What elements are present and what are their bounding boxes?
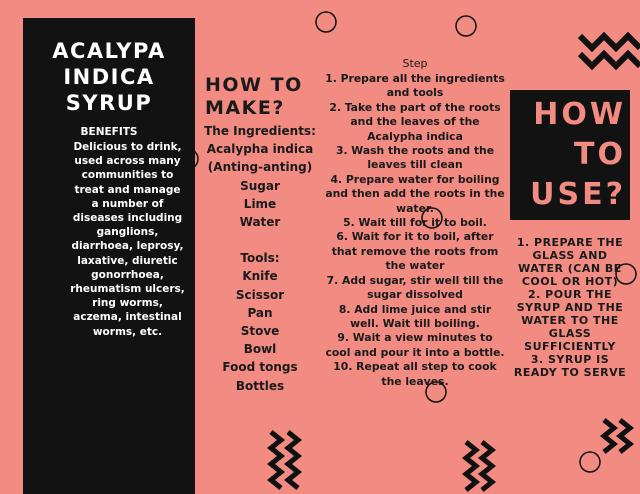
benefits-heading: BENEFITS: [80, 126, 138, 138]
zigzag-decoration: [466, 442, 476, 490]
steps-list: [325, 72, 505, 389]
brochure-title: [23, 38, 195, 116]
heading-line: MAKE?: [205, 97, 285, 119]
tool-item: Scissor: [235, 287, 285, 302]
heading-line: USE?: [530, 177, 626, 212]
use-step: 1. PREPARE THE GLASS AND WATER (CAN BE COOL OR HOT): [516, 236, 624, 288]
tool-item: Pan: [247, 305, 273, 320]
how-to-make-heading: [205, 74, 323, 120]
zigzag-decoration: [288, 432, 298, 488]
circle-outline: [316, 12, 336, 32]
step-item: 9. Wait a view minutes to cool and pour it into a bottle.: [325, 331, 505, 359]
heading-line: TO: [574, 137, 626, 172]
tools-title: Tools:: [240, 251, 280, 266]
title-line: SYRUP: [65, 91, 153, 115]
steps-heading: Step: [402, 57, 428, 70]
how-to-use-heading: [514, 95, 626, 215]
use-step: 2. POUR THE SYRUP AND THE WATER TO THE GLASS SUFFICIENTLY: [516, 288, 624, 353]
spacer: [197, 231, 323, 249]
circle-outline: [456, 16, 476, 36]
step-item: 5. Wait till for it to boil.: [343, 216, 487, 230]
step-item: 10. Repeat all step to cook the leaves.: [333, 360, 497, 388]
zigzag-decoration: [271, 432, 281, 488]
heading-line: HOW TO: [205, 74, 303, 96]
step-item: 7. Add sugar, stir well till the sugar dissolved: [326, 273, 504, 302]
ingredients-title: The Ingredients:: [204, 124, 316, 138]
ingredient-item: Water: [239, 215, 281, 230]
zigzag-decoration: [620, 420, 630, 452]
step-item: 4. Prepare water for boiling and then add the roots in the water.: [325, 172, 505, 215]
tool-item: Food tongs: [222, 360, 298, 375]
title-line: ACALYPA: [52, 39, 166, 63]
ingredient-item: Acalypha indica: [206, 142, 314, 157]
ingredient-item: Sugar: [240, 178, 280, 193]
title-line: INDICA: [63, 65, 155, 89]
zigzag-decoration: [482, 442, 492, 490]
step-item: 2. Take the part of the roots and the leaves of the Acalypha indica: [329, 100, 501, 143]
zigzag-decoration: [604, 420, 614, 452]
step-item: 1. Prepare all the ingredients and tools: [325, 72, 505, 100]
tool-item: Knife: [242, 269, 278, 284]
use-step: 3. SYRUP IS READY TO SERVE: [513, 353, 627, 379]
tool-item: Bottles: [235, 378, 285, 393]
ingredients-tools-list: [197, 122, 323, 395]
step-item: 8. Add lime juice and stir well. Wait till boiling.: [338, 302, 492, 330]
ingredient-item: (Anting-anting): [207, 160, 313, 175]
benefits-text: Delicious to drink, used across many communities to treat and manage a number of diseases including ganglions, diarrhoea, leprosy, laxative, diuretic gonorrhoea, rheumatism ulcers, ring worms, aczema, intestinal worms, etc.: [70, 141, 185, 338]
heading-line: HOW: [533, 97, 626, 132]
how-to-use-steps: [508, 236, 632, 379]
circle-outline: [580, 452, 600, 472]
step-item: 6. Wait for it to boil, after that remove the roots from the water: [331, 230, 499, 273]
ingredient-item: Lime: [243, 196, 277, 211]
tool-item: Stove: [240, 324, 280, 339]
zigzag-decoration: [580, 36, 640, 48]
zigzag-decoration: [580, 54, 640, 66]
tool-item: Bowl: [243, 342, 277, 357]
step-item: 3. Wash the roots and the leaves till clean: [335, 144, 495, 172]
